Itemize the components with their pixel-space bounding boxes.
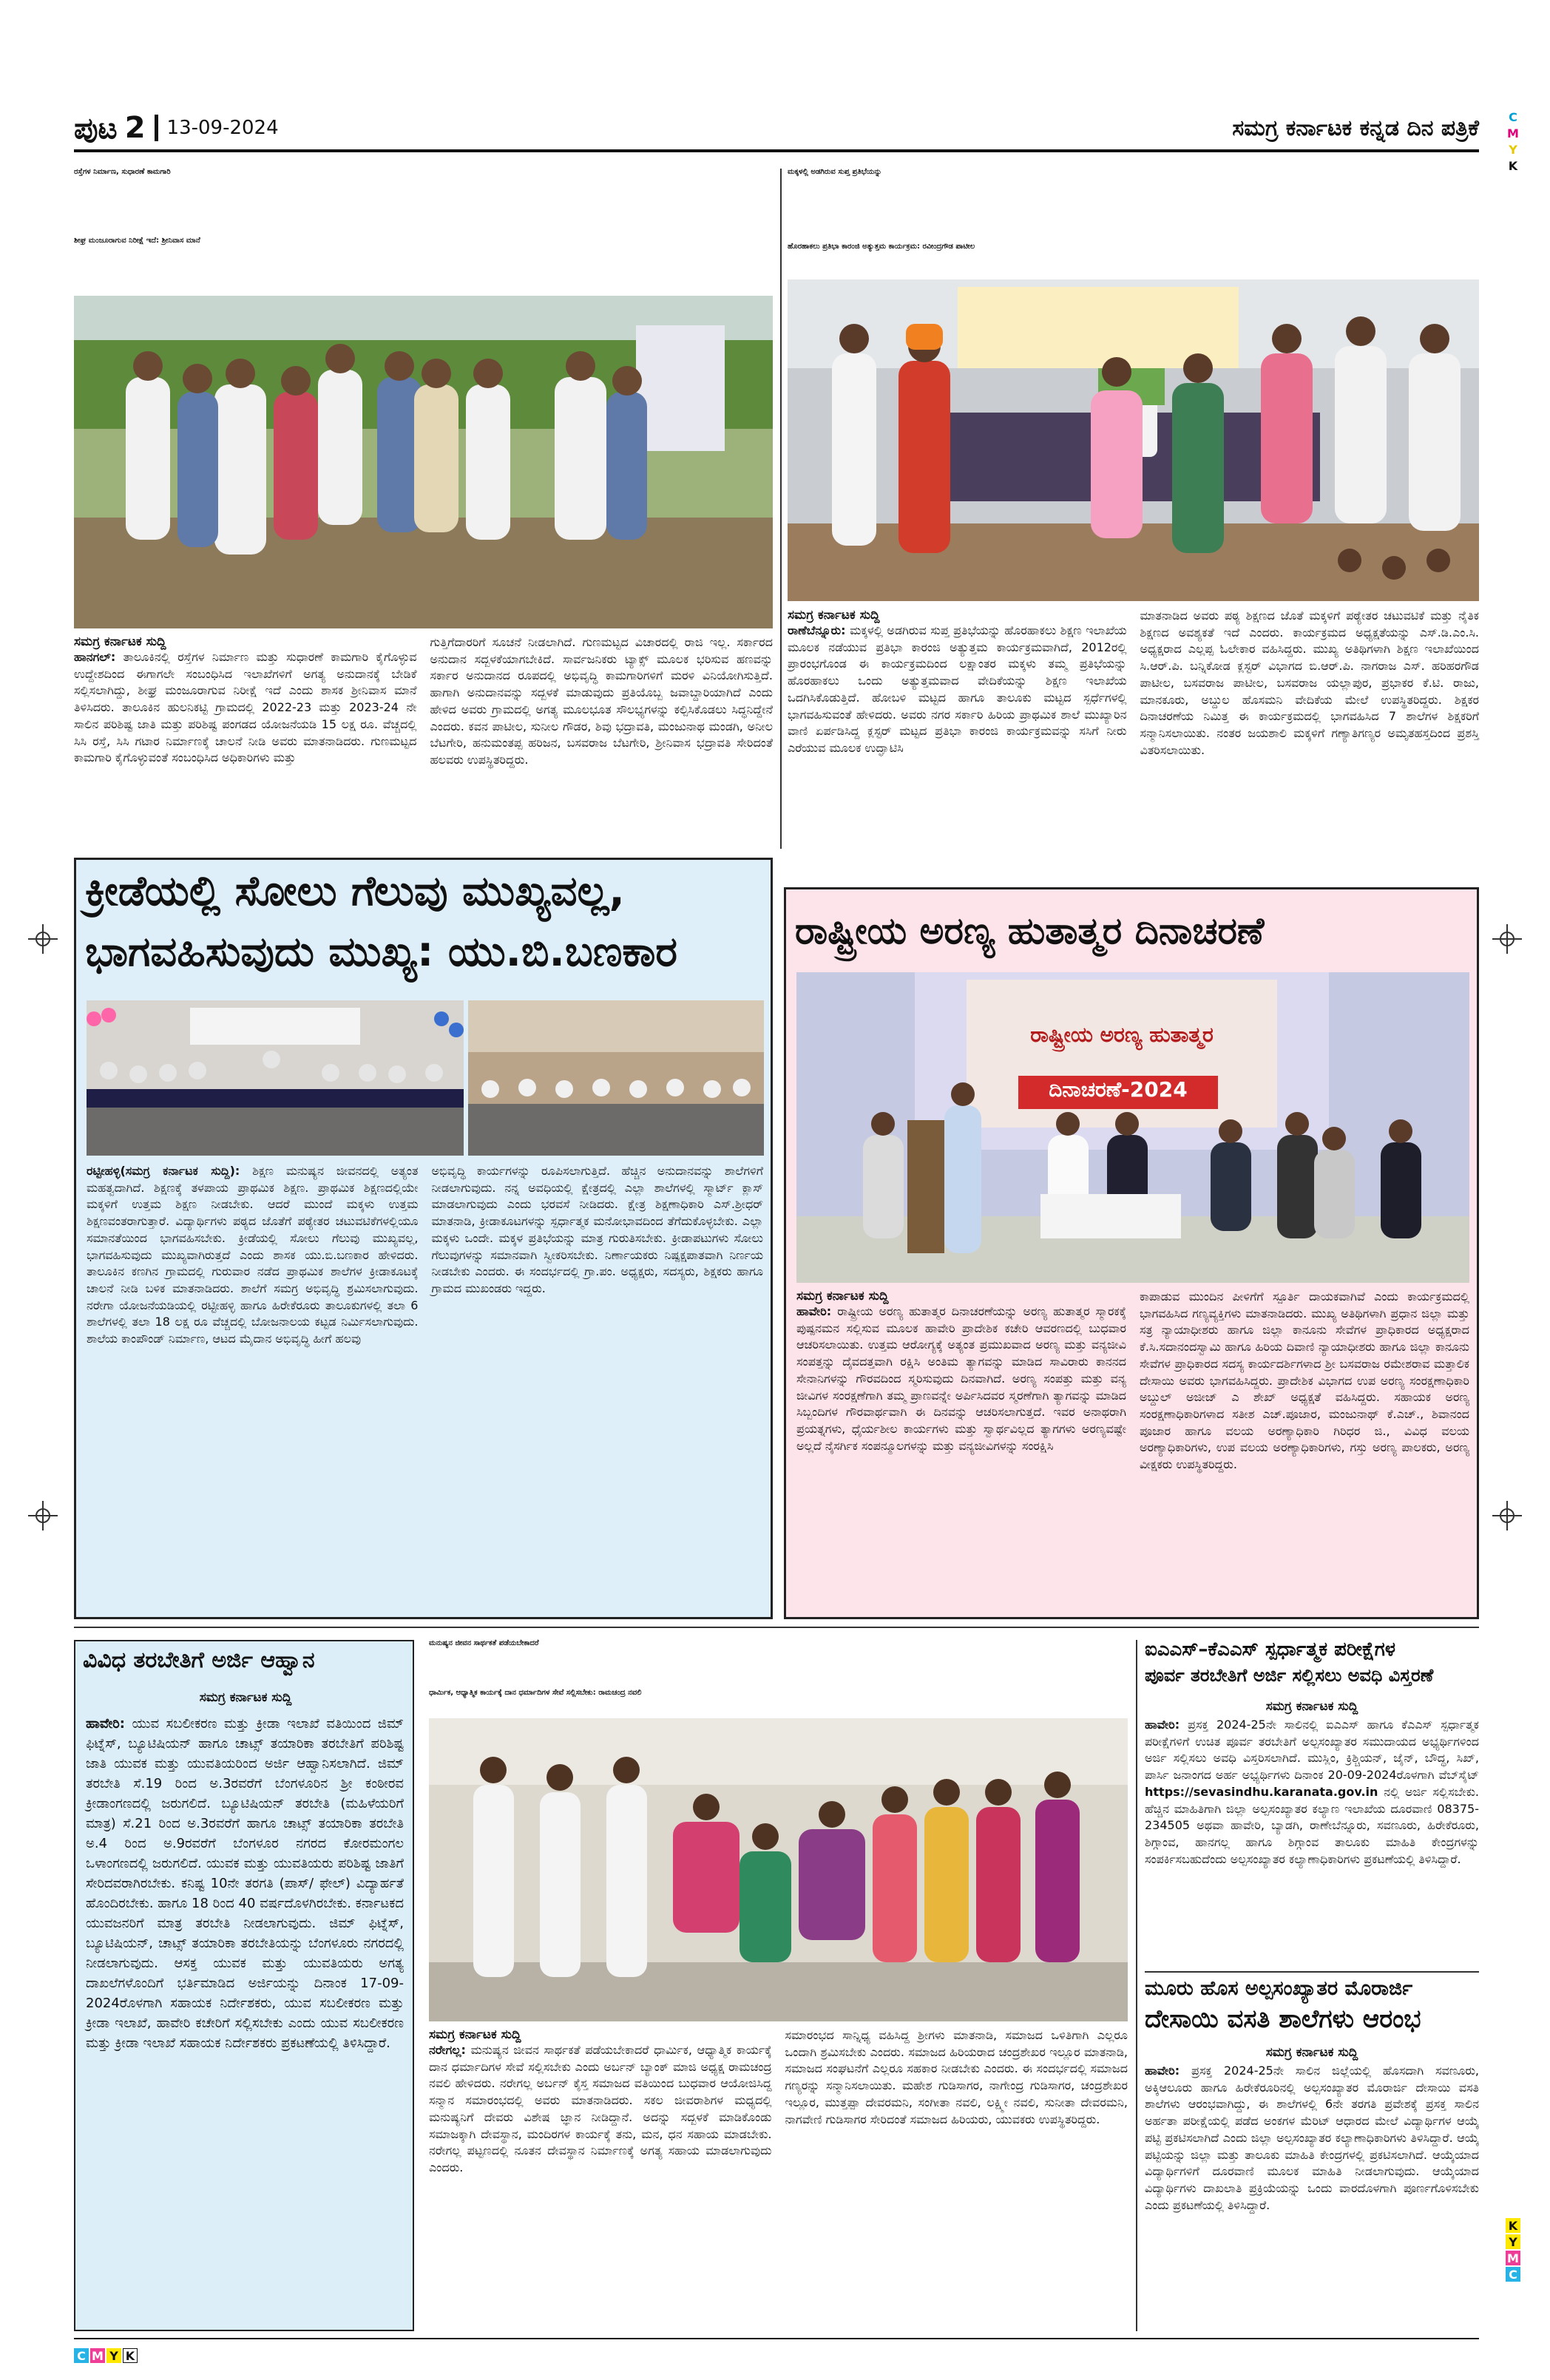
paper-name: ಸಮಗ್ರ ಕರ್ನಾಟಕ ಕನ್ನಡ ದಿನ ಪತ್ರಿಕೆ [1232, 115, 1479, 141]
article-forest-headline: ರಾಷ್ಟ್ರೀಯ ಅರಣ್ಯ ಹುತಾತ್ಮರ ದಿನಾಚರಣೆ [795, 909, 1265, 952]
color-bar-bottom-left [74, 2348, 138, 2363]
color-swatch-c2: C [1506, 2267, 1520, 2282]
article-roads-col1: ತಾಲೂಕಿನಲ್ಲಿ ರಸ್ತೆಗಳ ನಿರ್ಮಾಣ ಮತ್ತು ಸುಧಾರಣೆ ಕಾಮಗಾರಿ ಕೈಗೊಳ್ಳುವ ಉದ್ದೇಶದಿಂದ ಈಗಾಗಲೇ ಸಂಬಂಧಿಸಿದ ಇಲಾಖೆಗಳಿಗೆ ಅಗತ್ಯ ಅನುದಾನಕ್ಕೆ ಬೇಡಿಕೆ ಸಲ್ಲಿಸಲಾಗಿದ್ದು, ಶೀಘ್ರ ಮಂಜೂರಾಗುವ ನಿರೀಕ್ಷೆ ಇದೆ ಎಂದು ಶಾಸಕ ಶ್ರೀನಿವಾಸ ಮಾನೆ ತಿಳಿಸಿದರು. ತಾಲೂಕಿನ ಹುಲನಿಕಟ್ಟಿ ಗ್ರಾಮದಲ್ಲಿ 2022-23 ಮತ್ತು 2023-24 ನೇ ಸಾಲಿನ ಪರಿಶಿಷ್ಟ ಜಾತಿ ಮತ್ತು ಪರಿಶಿಷ್ಟ ಪಂಗಡದ ಯೋಜನೆಯಡಿ 15 ಲಕ್ಷ ರೂ. ವೆಚ್ಚದಲ್ಲಿ ಸಿಸಿ ರಸ್ತೆ, ಸಿಸಿ ಗಟಾರ ನಿರ್ಮಾಣಕ್ಕೆ ಚಾಲನೆ ನೀಡಿ ಅವರು ಮಾತನಾಡಿದರು. ಗುಣಮಟ್ಟದ ಕಾಮಗಾರಿ ಕೈಗೊಳ್ಳುವಂತೆ ಸಂಬಂಧಿಸಿದ ಅಧಿಕಾರಿಗಳು ಮತ್ತು [74, 650, 417, 765]
article-sports-col2: ಅಭಿವೃದ್ಧಿ ಕಾರ್ಯಗಳನ್ನು ರೂಪಿಸಲಾಗುತ್ತಿದೆ. ಹೆಚ್ಚಿನ ಅನುದಾನವನ್ನು ಶಾಲೆಗಳಿಗೆ ನೀಡಲಾಗುವುದು. ನನ್ನ ಅವಧಿಯಲ್ಲಿ ಕ್ಷೇತ್ರದಲ್ಲಿ ಎಲ್ಲಾ ಶಾಲೆಗಳಲ್ಲಿ ಸ್ಮಾರ್ಟ್ ಕ್ಲಾಸ್ ಮಾಡಲಾಗುವುದು ಎಂದು ಭರವಸೆ ನೀಡಿದರು. ಕ್ಷೇತ್ರ ಶಿಕ್ಷಣಾಧಿಕಾರಿ ಎಸ್.ಶ್ರೀಧರ್ ಮಾತನಾಡಿ, ಕ್ರೀಡಾಕೂಟಗಳನ್ನು ಸ್ಪರ್ಧಾತ್ಮಕ ಮನೋಭಾವದಿಂದ ತೆಗೆದುಕೊಳ್ಳಬೇಕು. ಎಲ್ಲಾ ಮಕ್ಕಳು ಒಂದೇ. ಮಕ್ಕಳ ಪ್ರತಿಭೆಯನ್ನು ಮಾತ್ರ ಗುರುತಿಸಬೇಕು. ಕ್ರೀಡಾಪಟುಗಳು ಸೋಲು ಗೆಲುವುಗಳನ್ನು ಸಮಾನವಾಗಿ ಸ್ವೀಕರಿಸಬೇಕು. ನಿರ್ಣಾಯಕರು ನಿಷ್ಪಕ್ಷಪಾತವಾಗಿ ನಿರ್ಣಯ ನೀಡಬೇಕು ಎಂದರು. ಈ ಸಂದರ್ಭದಲ್ಲಿ ಗ್ರಾ.ಪಂ. ಅಧ್ಯಕ್ಷರು, ಸದಸ್ಯರು, ಶಿಕ್ಷಕರು ಹಾಗೂ ಗ್ರಾಮದ ಮುಖಂಡರು ಇದ್ದರು. [431, 1164, 763, 1296]
registration-mark-left [28, 924, 58, 954]
article-roads-dateline: ಹಾನಗಲ್: [74, 650, 116, 664]
article-ias-kas-dateline: ಹಾವೇರಿ: [1145, 1718, 1180, 1732]
article-forest-dateline: ಹಾವೇರಿ: [796, 1304, 832, 1318]
article-ias-kas-url: https://sevasindhu.karanata.gov.in [1145, 1784, 1378, 1799]
article-charity-photo [429, 1718, 1128, 2021]
article-forest-col1: ರಾಷ್ಟ್ರೀಯ ಅರಣ್ಯ ಹುತಾತ್ಮರ ದಿನಾಚರಣೆಯನ್ನು ಅರಣ್ಯ ಹುತಾತ್ಮರ ಸ್ಮಾರಕಕ್ಕೆ ಪುಷ್ಪನಮನ ಸಲ್ಲಿಸುವ ಮೂಲಕ ಹಾವೇರಿ ಪ್ರಾದೇಶಿಕ ಕಚೇರಿ ಆವರಣದಲ್ಲಿ ಬುಧವಾರ ಆಚರಿಸಲಾಯಿತು. ಉತ್ತಮ ಆರೋಗ್ಯಕ್ಕೆ ಅತ್ಯಂತ ಪ್ರಮುಖವಾದ ಅರಣ್ಯ ಮತ್ತು ವನ್ಯಜೀವಿ ಸಂಪತ್ತನ್ನು ದೈವದತ್ತವಾಗಿ ರಕ್ಷಿಸಿ ಅಂತಿಮ ತ್ಯಾಗವನ್ನು ಮಾಡಿದ ಸಾವಿರಾರು ಕಾನನದ ಸೇನಾನಿಗಳನ್ನು ಗೌರವದಿಂದ ಸ್ಮರಿಸುವುದು ದಿನವಾಗಿದೆ. ಅರಣ್ಯ ಸಂಪತ್ತು ಮತ್ತು ವನ್ಯ ಜೀವಿಗಳ ಸಂರಕ್ಷಣೆಗಾಗಿ ತಮ್ಮ ಪ್ರಾಣವನ್ನೇ ಅರ್ಪಿಸಿದವರ ಸ್ಮರಣೆಗಾಗಿ ತ್ಯಾಗವನ್ನು ಮಾಡಿದ ಸಿಬ್ಬಂದಿಗಳ ಗೌರವಾರ್ಥವಾಗಿ ಈ ದಿನವನ್ನು ಆಚರಿಸಲಾಗುತ್ತದೆ. ಇವರ ಅನಾಥರಾಗಿ ಪ್ರಯತ್ನಗಳು, ಧೈರ್ಯಶೀಲ ಕಾರ್ಯಗಳು ಮತ್ತು ಸ್ವಾರ್ಥವಿಲ್ಲದ ತ್ಯಾಗಗಳು ಅರಣ್ಯವಷ್ಟೇ ಅಲ್ಲದೆ ನೈಸರ್ಗಿಕ ಸಂಪನ್ಮೂಲಗಳನ್ನು ಮತ್ತು ವನ್ಯಜೀವಿಗಳನ್ನು ಸಂರಕ್ಷಿಸಿ [796, 1304, 1126, 1453]
footer-rule [74, 2338, 1479, 2339]
article-ias-kas-byline: ಸಮಗ್ರ ಕರ್ನಾಟಕ ಸುದ್ದಿ [1265, 1699, 1358, 1714]
color-swatch-y3: Y [106, 2348, 121, 2363]
color-swatch-k: K [1508, 158, 1518, 173]
article-training-byline: ಸಮಗ್ರ ಕರ್ನಾಟಕ ಸುದ್ದಿ [199, 1690, 292, 1705]
article-training [74, 1640, 414, 2331]
column-divider-top [780, 169, 782, 849]
article-forest [784, 887, 1479, 1619]
article-charity-byline: ಸಮಗ್ರ ಕರ್ನಾಟಕ ಸುದ್ದಿ [429, 2027, 521, 2042]
article-charity-headline: ಮನುಷ್ಯನ ಜೀವನ ಸಾರ್ಥಕತೆ ಪಡೆಯಬೇಕಾದರೆ [429, 1639, 539, 1647]
article-sports-headline-2: ಭಾಗವಹಿಸುವುದು ಮುಖ್ಯ: ಯು.ಬಿ.ಬಣಕಾರ [85, 928, 678, 976]
color-swatch-k3: K [123, 2348, 138, 2363]
article-sports-dateline: ರಟ್ಟೀಹಳ್ಳಿ(ಸಮಗ್ರ ಕರ್ನಾಟಕ ಸುದ್ದಿ): [87, 1164, 240, 1178]
article-roads-col2: ಗುತ್ತಿಗೆದಾರರಿಗೆ ಸೂಚನೆ ನೀಡಲಾಗಿದೆ. ಗುಣಮಟ್ಟದ ವಿಚಾರದಲ್ಲಿ ರಾಜಿ ಇಲ್ಲ. ಸರ್ಕಾರದ ಅನುದಾನ ಸದ್ಬಳಕೆಯಾಗಬೇಕಿದೆ. ಸಾರ್ವಜನಿಕರು ಟ್ಯಾಕ್ಸ್ ಮೂಲಕ ಭರಿಸುವ ಹಣವನ್ನು ಸರ್ಕಾರ ಅನುದಾನದ ರೂಪದಲ್ಲಿ ಅಭಿವೃದ್ಧಿ ಕಾಮಗಾರಿಗಳಿಗೆ ಮರಳಿ ವಿನಿಯೋಗಿಸುತ್ತಿದೆ. ಹಾಗಾಗಿ ಅನುದಾನವನ್ನು ಸದ್ಬಳಕೆ ಮಾಡುವುದು ಪ್ರತಿಯೊಬ್ಬ ಜವಾಬ್ದಾರಿಯಾಗಿದೆ ಎಂದು ಹೇಳಿದ ಅವರು ಗ್ರಾಮದಲ್ಲಿ ಅಗತ್ಯ ಮೂಲಭೂತ ಸೌಲಭ್ಯಗಳನ್ನು ಕಲ್ಪಿಸಿಕೊಡಲು ಸಿದ್ಧನಿದ್ದೇನೆ ಎಂದರು. ಕವನ ಪಾಟೀಲ, ಸುನೀಲ ಗೌಡರ, ಶಿವು ಭದ್ರಾವತಿ, ಮಂಜುನಾಥ ಮಂಡಗಿ, ಅನೀಲ ಬೆಟಗೇರಿ, ಹನುಮಂತಪ್ಪ ಹರಿಜನ, ಬಸವರಾಜ ಬೆಟಗೇರಿ, ಶ್ರೀನಿವಾಸ ಭದ್ರಾವತಿ ಸೇರಿದಂತೆ ಹಲವರು ಉಪಸ್ಥಿತರಿದ್ದರು. [430, 635, 773, 767]
article-ias-kas [1145, 1640, 1479, 1965]
article-sports-photo-2 [468, 1000, 764, 1156]
section-divider [74, 1627, 1479, 1628]
article-roads [74, 169, 773, 849]
article-talent-headline: ಮಕ್ಕಳಲ್ಲಿ ಅಡಗಿರುವ ಸುಪ್ತ ಪ್ರತಿಭೆಯನ್ನು [788, 168, 882, 176]
article-talent-photo [788, 279, 1479, 601]
article-forest-photo [796, 972, 1469, 1283]
article-charity-col2: ಸಮಾರಂಭದ ಸಾನ್ನಿಧ್ಯ ವಹಿಸಿದ್ದ ಶ್ರೀಗಳು ಮಾತನಾಡಿ, ಸಮಾಜದ ಒಳಿತಿಗಾಗಿ ಎಲ್ಲರೂ ಒಂದಾಗಿ ಶ್ರಮಿಸಬೇಕು ಎಂದರು. ಸಮಾಜದ ಹಿರಿಯರಾದ ಚಂದ್ರಶೇಖರ ಇಲ್ಲೂರ ಮಾತನಾಡಿ, ಸಮಾಜದ ಸಂಘಟನೆಗೆ ಎಲ್ಲರೂ ಸಹಕಾರ ನೀಡಬೇಕು ಎಂದರು. ಈ ಸಂದರ್ಭದಲ್ಲಿ ಸಮಾಜದ ಗಣ್ಯರನ್ನು ಸನ್ಮಾನಿಸಲಾಯಿತು. ಮಹೇಶ ಗುಡಿಸಾಗರ, ನಾಗೇಂದ್ರ ಗುಡಿಸಾಗರ, ಚಂದ್ರಶೇಖರ ಇಲ್ಲೂರ, ಮುತ್ತಪ್ಪಾ ದೇವರಮನಿ, ಸಂಗೀತಾ ನವಲಿ, ಲಕ್ಷ್ಮೀ ನವಲಿ, ಸುನೀತಾ ದೇವರಮನಿ, ನಾಗವೇಣಿ ಗುಡಿಸಾಗರ ಸೇರಿದಂತೆ ಸಮಾಜದ ಹಿರಿಯರು, ಯುವಕರು ಉಪಸ್ಥಿತರಿದ್ದರು. [785, 2028, 1128, 2126]
article-talent-subheadline: ಹೊರಹಾಕಲು ಪ್ರತಿಭಾ ಕಾರಂಜಿ ಅತ್ಯುತ್ತಮ ಕಾರ್ಯಕ್ರಮ: ರವೀಂದ್ರಗೌಡ ಪಾಟೀಲ [788, 243, 975, 251]
color-swatch-m: M [1507, 126, 1519, 140]
article-forest-text [796, 1289, 1469, 1474]
masthead-divider [155, 115, 158, 141]
article-talent [788, 169, 1479, 849]
article-sports-col1: ಶಿಕ್ಷಣ ಮನುಷ್ಯನ ಜೀವನದಲ್ಲಿ ಅತ್ಯಂತ ಮಹತ್ವದಾಗಿದೆ. ಶಿಕ್ಷಣಕ್ಕೆ ತಳಪಾಯ ಪ್ರಾಥಮಿಕ ಶಿಕ್ಷಣ. ಪ್ರಾಥಮಿಕ ಶಿಕ್ಷಣದಲ್ಲಿಯೇ ಮಕ್ಕಳಿಗೆ ಉತ್ತಮ ಶಿಕ್ಷಣ ನೀಡಬೇಕು. ಆದರೆ ಮುಂದೆ ಮಕ್ಕಳು ಉತ್ತಮ ಶಿಕ್ಷಣವಂತರಾಗುತ್ತಾರೆ. ವಿದ್ಯಾರ್ಥಿಗಳು ಪಠ್ಯದ ಜೊತೆಗೆ ಪಠ್ಯೇತರ ಚಟುವಟಿಕೆಗಳಲ್ಲಿಯೂ ಸಮಾನತೆಯಿಂದ ಭಾಗವಹಿಸಬೇಕು. ಕ್ರೀಡೆಯಲ್ಲಿ ಸೋಲು ಗೆಲುವು ಮುಖ್ಯವಲ್ಲ, ಭಾಗವಹಿಸುವುದು ಮುಖ್ಯವಾಗಿರುತ್ತದೆ ಎಂದು ಶಾಸಕ ಯು.ಬಿ.ಬಣಕಾರ ಹೇಳಿದರು. ತಾಲೂಕಿನ ಕಣಗಿನ ಗ್ರಾಮದಲ್ಲಿ ಗುರುವಾರ ನಡೆದ ಪ್ರಾಥಮಿಕ ಶಾಲೆಗಳ ಕ್ರೀಡಾಕೂಟಕ್ಕೆ ಚಾಲನೆ ನೀಡಿ ಬಳಿಕ ಮಾತನಾಡಿದರು. ಶಾಲೆಗೆ ಸಮಗ್ರ ಅಭಿವೃದ್ಧಿ ಶ್ರಮಿಸಲಾಗುವುದು. ನರೇಗಾ ಯೋಜನೆಯಡಿಯಲ್ಲಿ ರಟ್ಟೀಹಳ್ಳಿ ಹಾಗೂ ಹಿರೇಕೆರೂರು ತಾಲೂಕುಗಳಲ್ಲಿ ತಲಾ 6 ಶಾಲೆಗಳಲ್ಲಿ ತಲಾ 18 ಲಕ್ಷ ರೂ ವೆಚ್ಚದಲ್ಲಿ ಬೋಜನಾಲಯ ಕಟ್ಟಡ ನಿರ್ಮಿಸಲಾಗುವುದು. ಶಾಲೆಯ ಕಾಂಪೌಂಡ್ ನಿರ್ಮಾಣ, ಆಟದ ಮೈದಾನ ಅಭಿವೃದ್ಧಿ ಹೀಗೆ ಹಲವು [87, 1164, 419, 1346]
article-charity-col1: ಮನುಷ್ಯನ ಜೀವನ ಸಾರ್ಥಕತೆ ಪಡೆಯಬೇಕಾದರೆ ಧಾರ್ಮಿಕ, ಆಧ್ಯಾತ್ಮಿಕ ಕಾರ್ಯಕ್ಕೆ ದಾನ ಧರ್ಮಾದಿಗಳ ಸೇವೆ ಸಲ್ಲಿಸಬೇಕು ಎಂದು ಅರ್ಬನ್ ಬ್ಯಾಂಕ್ ಮಾಜಿ ಅಧ್ಯಕ್ಷ ರಾಮಚಂದ್ರ ನವಲಿ ಹೇಳಿದರು. ನರೇಗಲ್ಲ ಅರ್ಬನ್ ಕೈಸ್ತ ಸಮಾಜದ ವತಿಯಿಂದ ಬುಧವಾರ ಆಯೋಜಿಸಿದ್ದ ಸನ್ಮಾನ ಸಮಾರಂಭದಲ್ಲಿ ಅವರು ಮಾತನಾಡಿದರು. ಸಕಲ ಜೀವರಾಶಿಗಳ ಮಧ್ಯದಲ್ಲಿ ಮನುಷ್ಯನಿಗೆ ದೇವರು ವಿಶೇಷ ಜ್ಞಾನ ನೀಡಿದ್ದಾನೆ. ಅದನ್ನು ಸದ್ಬಳಕೆ ಮಾಡಿಕೊಂಡು ಸಮಾಜಕ್ಕಾಗಿ ದೇವಸ್ಥಾನ, ಮಂದಿರಗಳ ಕಾರ್ಯಕ್ಕೆ ತನು, ಮನ, ಧನ ಸಹಾಯ ಮಾಡಬೇಕು. ನರೇಗಲ್ಲ ಪಟ್ಟಣದಲ್ಲಿ ನೂತನ ದೇವಸ್ಥಾನ ನಿರ್ಮಾಣಕ್ಕೆ ಅಗತ್ಯ ಸಹಾಯ ಮಾಡಲಾಗುವುದು ಎಂದರು. [429, 2043, 772, 2175]
page-number: 2 [124, 111, 146, 145]
registration-mark-right [1492, 924, 1522, 954]
article-sports [74, 858, 773, 1619]
article-talent-byline: ಸಮಗ್ರ ಕರ್ನಾಟಕ ಸುದ್ದಿ [788, 608, 880, 623]
article-morarji-text: ಪ್ರಸಕ್ತ 2024-25ನೇ ಸಾಲಿನ ಜಿಲ್ಲೆಯಲ್ಲಿ ಹೊಸದಾಗಿ ಸವಣೂರು, ಅಕ್ಕಿಆಲೂರು ಹಾಗೂ ಹಿರೇಕೆರೂರಿನಲ್ಲಿ ಅಲ್ಪಸಂಖ್ಯಾತರ ಮೊರಾರ್ಜಿ ದೇಸಾಯಿ ವಸತಿ ಶಾಲೆಗಳು ಆರಂಭವಾಗಿದ್ದು, ಈ ಶಾಲೆಗಳಲ್ಲಿ 6ನೇ ತರಗತಿ ಪ್ರವೇಶಕ್ಕೆ ಪ್ರಸಕ್ತ ಸಾಲಿನ ಅರ್ಹತಾ ಪರೀಕ್ಷೆಯಲ್ಲಿ ಪಡೆದ ಅಂಕಗಳ ಮೆರಿಟ್ ಆಧಾರದ ಮೇಲೆ ವಿದ್ಯಾರ್ಥಿಗಳ ಆಯ್ಕೆ ಪಟ್ಟಿ ಪ್ರಕಟಿಸಲಾಗಿದೆ ಎಂದು ಜಿಲ್ಲಾ ಅಲ್ಪಸಂಖ್ಯಾತರ ಕಲ್ಯಾಣಾಧಿಕಾರಿಗಳು ತಿಳಿಸಿದ್ದಾರೆ. ಆಯ್ಕೆ ಪಟ್ಟಿಯನ್ನು ಜಿಲ್ಲಾ ಮತ್ತು ತಾಲೂಕು ಮಾಹಿತಿ ಕೇಂದ್ರಗಳಲ್ಲಿ ಪ್ರಕಟಿಸಲಾಗಿದೆ. ಆಯ್ಕೆಯಾದ ವಿದ್ಯಾರ್ಥಿಗಳಿಗೆ ದೂರವಾಣಿ ಮೂಲಕ ಮಾಹಿತಿ ನೀಡಲಾಗುವುದು. ಆಯ್ಕೆಯಾದ ವಿದ್ಯಾರ್ಥಿಗಳು ದಾಖಲಾತಿ ಪ್ರಕ್ರಿಯೆಯನ್ನು ಒಂದು ವಾರದೊಳಗಾಗಿ ಪೂರ್ಣಗೊಳಿಸಬೇಕು ಎಂದು ಪ್ರಕಟಣೆಯಲ್ಲಿ ತಿಳಿಸಿದ್ದಾರೆ. [1145, 2064, 1479, 2212]
column-divider-bottom [1136, 1640, 1137, 2331]
article-charity-subheadline: ಧಾರ್ಮಿಕ, ಆಧ್ಯಾತ್ಮಿಕ ಕಾರ್ಯಕ್ಕೆ ದಾನ ಧರ್ಮಾದಿಗಳ ಸೇವೆ ಸಲ್ಲಿಸಬೇಕು: ರಾಮಚಂದ್ರ ನವಲಿ [429, 1689, 642, 1697]
article-roads-byline: ಸಮಗ್ರ ಕರ್ನಾಟಕ ಸುದ್ದಿ [74, 634, 166, 649]
article-morarji-headline-2: ದೇಸಾಯಿ ವಸತಿ ಶಾಲೆಗಳು ಆರಂಭ [1145, 2004, 1421, 2034]
article-roads-headline: ರಸ್ತೆಗಳ ನಿರ್ಮಾಣ, ಸುಧಾರಣೆ ಕಾಮಗಾರಿ [74, 168, 171, 176]
masthead-rule [74, 149, 1479, 152]
color-swatch-m3: M [90, 2348, 105, 2363]
article-training-text: ಯುವ ಸಬಲೀಕರಣ ಮತ್ತು ಕ್ರೀಡಾ ಇಲಾಖೆ ವತಿಯಿಂದ ಜಿಮ್ ಫಿಟ್ನೆಸ್, ಬ್ಯೂಟಿಷಿಯನ್ ಹಾಗೂ ಚಾಟ್ಸ್ ತಯಾರಿಕಾ ತರಬೇತಿಗೆ ಪರಿಶಿಷ್ಟ ಜಾತಿ ಯುವಕ ಮತ್ತು ಯುವತಿಯರಿಂದ ಅರ್ಜಿ ಆಹ್ವಾನಿಸಲಾಗಿದೆ. ಜಿಮ್ ತರಬೇತಿ ಸೆ.19 ರಿಂದ ಅ.3ರವರೆಗೆ ಬೆಂಗಳೂರಿನ ಶ್ರೀ ಕಂಠೀರವ ಕ್ರೀಡಾಂಗಣದಲ್ಲಿ ಜರುಗಲಿದೆ. ಬ್ಯೂಟಿಷಿಯನ್ ತರಬೇತಿ (ಮಹಿಳೆಯರಿಗೆ ಮಾತ್ರ) ಸೆ.21 ರಿಂದ ಅ.3ರವರೆಗೆ ಹಾಗೂ ಚಾಟ್ಸ್ ತಯಾರಿಕಾ ತರಬೇತಿ ಅ.4 ರಿಂದ ಅ.9ರವರೆಗೆ ಬೆಂಗಳೂರ ನಗರದ ಕೋರಮಂಗಲ ಒಳಾಂಗಣದಲ್ಲಿ ಜರುಗಲಿದೆ. ಯುವಕ ಮತ್ತು ಯುವತಿಯರು ಪರಿಶಿಷ್ಟ ಜಾತಿಗೆ ಸೇರಿದವರಾಗಿರಬೇಕು. ಕನಿಷ್ಟ 10ನೇ ತರಗತಿ (ಪಾಸ್/ ಫೇಲ್) ವಿದ್ಯಾರ್ಹತೆ ಹೊಂದಿರಬೇಕು. ಹಾಗೂ 18 ರಿಂದ 40 ವರ್ಷದೊಳಗಿರಬೇಕು. ಕರ್ನಾಟಕದ ಯುವಜನರಿಗೆ ಮಾತ್ರ ತರಬೇತಿ ನೀಡಲಾಗುವುದು. ಜಿಮ್ ಫಿಟ್ನೆಸ್, ಬ್ಯೂಟಿಷಿಯನ್, ಚಾಟ್ಸ್ ತಯಾರಿಕಾ ತರಬೇತಿಯನ್ನು ಬೆಂಗಳೂರು ನಗರದಲ್ಲಿ ನೀಡಲಾಗುವುದು. ಆಸಕ್ತ ಯುವಕ ಮತ್ತು ಯುವತಿಯರು ಅಗತ್ಯ ದಾಖಲೆಗಳೊಂದಿಗೆ ಭರ್ತಿಮಾಡಿದ ಅರ್ಜಿಯನ್ನು ದಿನಾಂಕ 17-09-2024ರೊಳಗಾಗಿ ಸಹಾಯಕ ನಿರ್ದೇಶಕರು, ಯುವ ಸಬಲೀಕರಣ ಮತ್ತು ಕ್ರೀಡಾ ಇಲಾಖೆ, ಹಾವೇರಿ ಕಚೇರಿಗೆ ಸಲ್ಲಿಸಬೇಕು ಎಂದು ಯುವ ಸಬಲೀಕರಣ ಮತ್ತು ಕ್ರೀಡಾ ಇಲಾಖೆ ಸಹಾಯಕ ನಿರ್ದೇಶಕರು ಪ್ರಕಟಣೆಯಲ್ಲಿ ತಿಳಿಸಿದ್ದಾರೆ. [86, 1716, 404, 2051]
article-sports-text [87, 1163, 763, 1348]
article-training-dateline: ಹಾವೇರಿ: [86, 1716, 125, 1732]
color-swatch-c: C [1509, 109, 1517, 124]
right-column-divider [1145, 1971, 1479, 1973]
article-charity-dateline: ನರೇಗಲ್ಲ: [429, 2043, 466, 2057]
color-swatch-c3: C [74, 2348, 89, 2363]
color-swatch-m2: M [1506, 2251, 1520, 2265]
issue-date: 13-09-2024 [166, 117, 279, 139]
article-morarji-byline: ಸಮಗ್ರ ಕರ್ನಾಟಕ ಸುದ್ದಿ [1265, 2045, 1358, 2060]
article-forest-banner-line2: ದಿನಾಚರಣೆ-2024 [1049, 1077, 1188, 1102]
article-forest-byline: ಸಮಗ್ರ ಕರ್ನಾಟಕ ಸುದ್ದಿ [796, 1289, 889, 1303]
article-sports-photo [87, 1000, 464, 1156]
article-talent-text [788, 608, 1479, 759]
page-label: ಪುಟ [74, 110, 118, 146]
article-sports-headline-1: ಕ್ರೀಡೆಯಲ್ಲಿ ಸೋಲು ಗೆಲುವು ಮುಖ್ಯವಲ್ಲ, [85, 867, 625, 915]
article-talent-col1: ಮಕ್ಕಳಲ್ಲಿ ಅಡಗಿರುವ ಸುಪ್ತ ಪ್ರತಿಭೆಯನ್ನು ಹೊರಹಾಕಲು ಶಿಕ್ಷಣ ಇಲಾಖೆಯ ಮೂಲಕ ನಡೆಯುವ ಪ್ರತಿಭಾ ಕಾರಂಜಿ ಅತ್ಯುತ್ತಮ ಕಾರ್ಯಕ್ರಮವಾಗಿದೆ, 2012ರಲ್ಲಿ ಪ್ರಾರಂಭಗೊಂಡ ಈ ಕಾರ್ಯಕ್ರಮದಿಂದ ಲಕ್ಷಾಂತರ ಮಕ್ಕಳು ತಮ್ಮ ಪ್ರತಿಭೆಯನ್ನು ಹೊರಹಾಕಲು ಒಂದು ಅತ್ಯುತ್ತಮವಾದ ವೇದಿಕೆಯನ್ನು ಶಿಕ್ಷಣ ಇಲಾಖೆಯ ಒದಗಿಸಿಕೊಡುತ್ತಿದೆ. ಹೋಬಳಿ ಮಟ್ಟದ ಹಾಗೂ ತಾಲೂಕು ಮಟ್ಟದ ಸ್ಪರ್ಧೆಗಳಲ್ಲಿ ಭಾಗವಹಿಸುವಂತೆ ಹೇಳಿದರು. ಅವರು ನಗರ ಸರ್ಕಾರಿ ಹಿರಿಯ ಪ್ರಾಥಮಿಕ ಶಾಲೆ ಮುಖ್ಯಾರಿನ ವಾಣಿ ಏರ್ಪಡಿಸಿದ್ದ ಕ್ಲಸ್ಟರ್ ಮಟ್ಟದ ಪ್ರತಿಭಾ ಕಾರಂಜಿ ಕಾರ್ಯಕ್ರಮವನ್ನು ಸಸಿಗೆ ನೀರು ಎರೆಯುವ ಮೂಲಕ ಉದ್ಘಾಟಿಸಿ [788, 623, 1127, 756]
article-roads-photo [74, 296, 773, 628]
registration-mark-left-mid [28, 1501, 58, 1530]
article-training-headline: ವಿವಿಧ ತರಬೇತಿಗೆ ಅರ್ಜಿ ಆಹ್ವಾನ [83, 1647, 315, 1673]
article-forest-banner-line1: ರಾಷ್ಟ್ರೀಯ ಅರಣ್ಯ ಹುತಾತ್ಮರ [1030, 1023, 1214, 1047]
article-forest-col2: ಕಾಪಾಡುವ ಮುಂದಿನ ಪೀಳಿಗೆಗೆ ಸ್ಪೂರ್ತಿ ದಾಯಕವಾಗಿವೆ ಎಂದು ಕಾರ್ಯಕ್ರಮದಲ್ಲಿ ಭಾಗವಹಿಸಿದ ಗಣ್ಯವ್ಯಕ್ತಿಗಳು ಮಾತನಾಡಿದರು. ಮುಖ್ಯ ಅತಿಥಿಗಳಾಗಿ ಪ್ರಧಾನ ಜಿಲ್ಲಾ ಮತ್ತು ಸತ್ರ ನ್ಯಾಯಾಧೀಶರು ಹಾಗೂ ಜಿಲ್ಲಾ ಕಾನೂನು ಸೇವೆಗಳ ಪ್ರಾಧಿಕಾರದ ಅಧ್ಯಕ್ಷರಾದ ಕೆ.ಸಿ.ಸದಾನಂದಸ್ವಾಮಿ ಹಾಗೂ ಹಿರಿಯ ದಿವಾಣಿ ನ್ಯಾಯಾಧೀಶರು ಹಾಗೂ ಜಿಲ್ಲಾ ಕಾನೂನು ಸೇವೆಗಳ ಪ್ರಾಧಿಕಾರದ ಸದಸ್ಯ ಕಾರ್ಯದರ್ಶಿಗಳಾದ ಶ್ರೀ ಬಸವರಾಜ ರಮೇಶರಾವ ಮತ್ತಾಲಿಕ ದೇಸಾಯಿ ಅವರು ಭಾಗವಹಿಸಿದ್ದರು. ಪ್ರಾದೇಶಿಕ ವಿಭಾಗದ ಉಪ ಅರಣ್ಯ ಸಂರಕ್ಷಣಾಧಿಕಾರಿ ಅಬ್ದುಲ್ ಅಜೀಜ್ ಎ ಶೇಖ್ ಅಧ್ಯಕ್ಷತೆ ವಹಿಸಿದ್ದರು. ಸಹಾಯಕ ಅರಣ್ಯ ಸಂರಕ್ಷಣಾಧಿಕಾರಿಗಳಾದ ಸತೀಶ ಎಚ್.ಪೂಜಾರ, ಮಂಜುನಾಥ್ ಕೆ.ಎಚ್., ಶಿವಾನಂದ ಪೂಜಾರ ಹಾಗೂ ವಲಯ ಅರಣ್ಯಾಧಿಕಾರಿ ಗಿರಿಧರ ಜಿ., ವಿವಿಧ ವಲಯ ಅರಣ್ಯಾಧಿಕಾರಿಗಳು, ಉಪ ವಲಯ ಅರಣ್ಯಾಧಿಕಾರಿಗಳು, ಗಸ್ತು ಅರಣ್ಯ ಪಾಲಕರು, ಅರಣ್ಯ ವೀಕ್ಷಕರು ಉಪಸ್ಥಿತರಿದ್ದರು. [1140, 1289, 1469, 1472]
article-morarji-dateline: ಹಾವೇರಿ: [1145, 2064, 1180, 2078]
article-morarji-schools [1145, 1979, 1479, 2333]
article-ias-kas-text-2: ನಲ್ಲಿ ಅರ್ಜಿ ಸಲ್ಲಿಸಬೇಕು. ಹೆಚ್ಚಿನ ಮಾಹಿತಿಗಾಗಿ ಜಿಲ್ಲಾ ಅಲ್ಪಸಂಖ್ಯಾತರ ಕಲ್ಯಾಣ ಇಲಾಖೆಯ ದೂರವಾಣಿ 08375-234505 ಅಥವಾ ಹಾವೇರಿ, ಬ್ಯಾಡಗಿ, ರಾಣೇಬೆನ್ನೂರು, ಸವಣೂರು, ಹಿರೇಕೆರೂರು, ಶಿಗ್ಗಾಂವ, ಹಾನಗಲ್ಲ ಹಾಗೂ ಶಿಗ್ಗಾಂವ ತಾಲೂಕು ಮಾಹಿತಿ ಕೇಂದ್ರಗಳನ್ನು ಸಂಪರ್ಕಿಸಬಹುದೆಂದು ಅಲ್ಪಸಂಖ್ಯಾತರ ಕಲ್ಯಾಣಾಧಿಕಾರಿಗಳು ಪ್ರಕಟಣೆಯಲ್ಲಿ ತಿಳಿಸಿದ್ದಾರೆ. [1145, 1784, 1480, 1866]
article-morarji-headline-1: ಮೂರು ಹೊಸ ಅಲ್ಪಸಂಖ್ಯಾತರ ಮೊರಾರ್ಜಿ [1145, 1977, 1413, 2000]
article-talent-dateline: ರಾಣೆಬೆನ್ನೂರು: [788, 623, 846, 637]
article-roads-text [74, 634, 773, 769]
color-bar-bottom-right [1506, 2218, 1520, 2282]
article-ias-kas-headline-1: ಐಎಎಸ್–ಕೆಎಎಸ್ ಸ್ಪರ್ಧಾತ್ಮಕ ಪರೀಕ್ಷೆಗಳ [1145, 1638, 1395, 1661]
color-swatch-k2: K [1506, 2218, 1520, 2233]
article-roads-subheadline: ಶೀಘ್ರ ಮಂಜೂರಾಗುವ ನಿರೀಕ್ಷೆ ಇದೆ: ಶ್ರೀನಿವಾಸ ಮಾನೆ [74, 237, 200, 245]
article-talent-col2: ಮಾತನಾಡಿದ ಅವರು ಪಠ್ಯ ಶಿಕ್ಷಣದ ಜೊತೆ ಮಕ್ಕಳಿಗೆ ಪಠ್ಯೇತರ ಚಟುವಟಿಕೆ ಮತ್ತು ನೈತಿಕ ಶಿಕ್ಷಣದ ಅವಶ್ಯಕತೆ ಇದೆ ಎಂದರು. ಕಾರ್ಯಕ್ರಮದ ಅಧ್ಯಕ್ಷತೆಯನ್ನು ಎಸ್.ಡಿ.ಎಂ.ಸಿ. ಅಧ್ಯಕ್ಷರಾದ ಎಲ್ಲಪ್ಪ ಓಲೇಕಾರ ವಹಿಸಿದ್ದರು. ಮುಖ್ಯ ಅತಿಥಿಗಳಾಗಿ ಶಿಕ್ಷಣ ಇಲಾಖೆಯಿಂದ ಸಿ.ಆರ್.ಪಿ. ಬನ್ನಿಕೋಡ ಕ್ಲಸ್ಟರ್ ವಿಭಾಗದ ಬಿ.ಆರ್.ಪಿ. ನಾಗರಾಜ ಎಸ್. ಹರಿಹರಗೌಡ ಪಾಟೀಲ, ಬಸವರಾಜ ಪಾಟೀಲ, ಬಸವರಾಜ ಯಲ್ಲಾಪುರ, ಪ್ರಭಾಕರ ಕೆ.ಟಿ. ರಾಜು, ಮಾನಕೂರು, ಅಬ್ದುಲ ಹೊಸಮನಿ ವೇದಿಕೆಯ ಮೇಲೆ ಉಪಸ್ಥಿತರಿದ್ದರು. ಶಿಕ್ಷಕರ ದಿನಾಚರಣೆಯ ನಿಮಿತ್ತ ಈ ಕಾರ್ಯಕ್ರಮದಲ್ಲಿ ಭಾಗವಹಿಸಿದ 7 ಶಾಲೆಗಳ ಶಿಕ್ಷಕರಿಗೆ ಸನ್ಮಾನಿಸಲಾಯಿತು. ನಂತರ ಜಯಶಾಲಿ ಮಕ್ಕಳಿಗೆ ಗಣ್ಯಾತಿಗಣ್ಯರ ಅಮೃತಹಸ್ತದಿಂದ ಪ್ರಶಸ್ತಿ ವಿತರಿಸಲಾಯಿತು. [1140, 608, 1479, 757]
article-charity-text [429, 2027, 1128, 2177]
registration-mark-right-mid [1492, 1501, 1522, 1530]
article-charity [429, 1640, 1128, 2331]
color-bar-top-right [1506, 109, 1520, 173]
masthead [74, 111, 1479, 145]
article-ias-kas-headline-2: ಪೂರ್ವ ತರಬೇತಿಗೆ ಅರ್ಜಿ ಸಲ್ಲಿಸಲು ಅವಧಿ ವಿಸ್ತರಣೆ [1145, 1665, 1434, 1686]
color-swatch-y: Y [1509, 142, 1517, 157]
color-swatch-y2: Y [1506, 2234, 1520, 2249]
article-ias-kas-text: ಪ್ರಸಕ್ತ 2024-25ನೇ ಸಾಲಿನಲ್ಲಿ ಐಎಎಸ್ ಹಾಗೂ ಕೆಎಎಸ್ ಸ್ಪರ್ಧಾತ್ಮಕ ಪರೀಕ್ಷೆಗಳಿಗೆ ಉಚಿತ ಪೂರ್ವ ತರಬೇತಿಗೆ ಅಲ್ಪಸಂಖ್ಯಾತರ ಸಮುದಾಯದ ಅಭ್ಯರ್ಥಿಗಳಿಂದ ಅರ್ಜಿ ಸಲ್ಲಿಸಲು ಅವಧಿ ವಿಸ್ತರಿಸಲಾಗಿದೆ. ಮುಸ್ಲಿಂ, ಕ್ರಿಶ್ಚಿಯನ್, ಜೈನ್, ಬೌದ್ಧ, ಸಿಖ್, ಪಾರ್ಸಿ ಜನಾಂಗದ ಅರ್ಹ ಅಭ್ಯರ್ಥಿಗಳು ದಿನಾಂಕ 20-09-2024ರೊಳಗಾಗಿ ವೆಬ್‌ಸೈಟ್ [1145, 1718, 1479, 1783]
